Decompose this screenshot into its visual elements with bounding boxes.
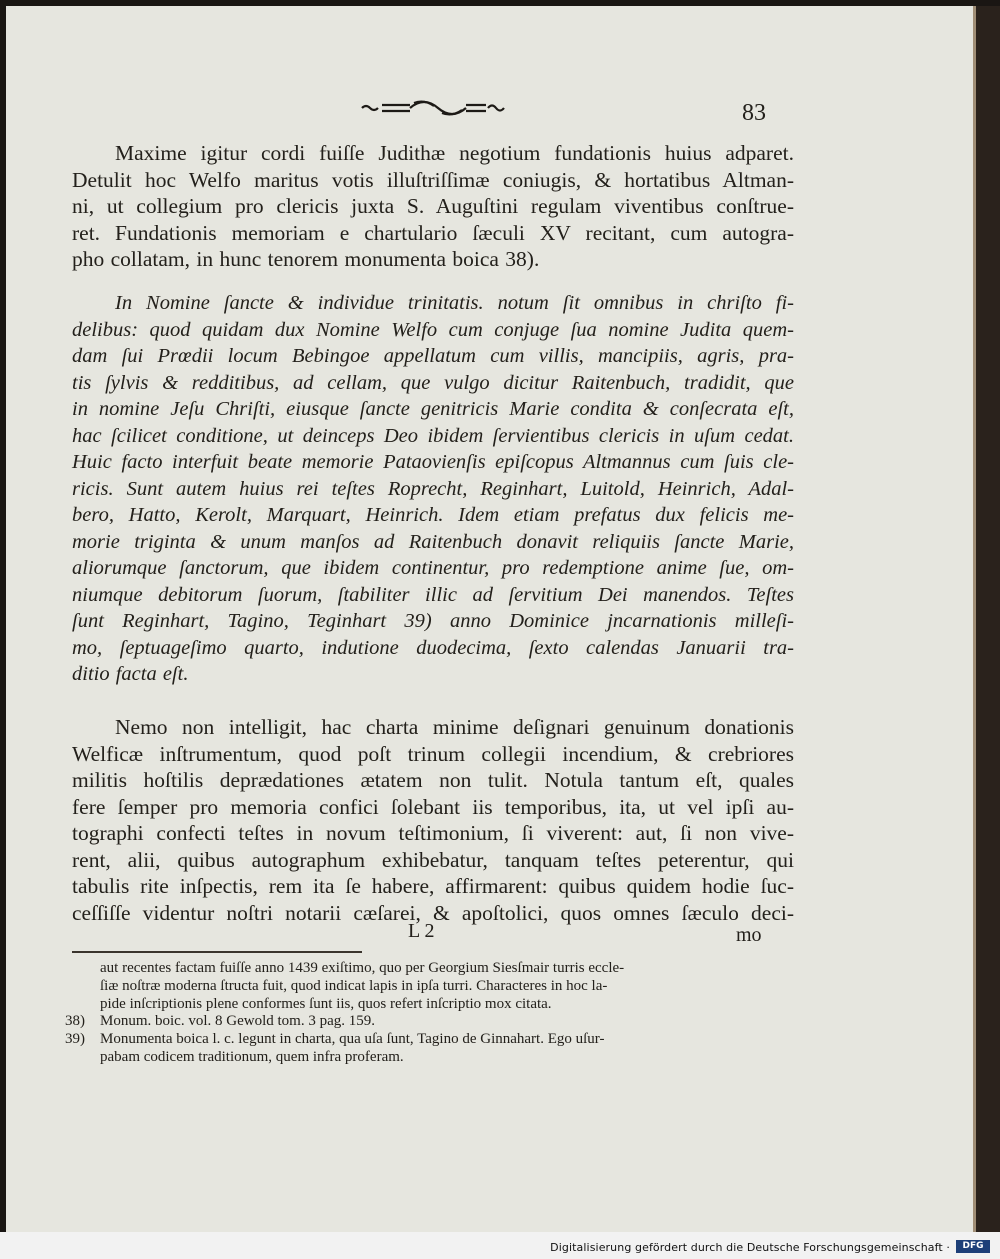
text-line: ceſſiſſe videntur noſtri notarii cæſarei, & apoſtolici, quos omnes ſæculo deci- <box>72 900 794 925</box>
page-number: 83 <box>742 100 766 126</box>
text-line: Welficæ inſtrumentum, quod poſt trinum collegii incendium, & crebriores <box>72 741 794 766</box>
charter-quotation <box>72 290 794 688</box>
text-line: Huic facto interfuit beate memorie Pataovienſis epiſcopus Altmannus cum ſuis cle- <box>72 451 794 473</box>
text-line: tis ſylvis & redditibus, ad cellam, que vulgo dicitur Raitenbuch, tradidit, que <box>72 371 794 394</box>
footnote-39 <box>65 1031 795 1067</box>
text-line: mo, ſeptuageſimo quarto, indutione duodecima, ſexto calendas Januarii tra- <box>72 636 794 659</box>
text-line: ricis. Sunt autem huius rei teſtes Roprecht, Reginhart, Luitold, Heinrich, Adal- <box>72 477 794 500</box>
text-line: dam ſui Prœdii locum Bebingoe appellatum cum villis, mancipiis, agris, pra- <box>72 345 794 367</box>
text-line: Maxime igitur cordi fuiſſe Judithæ negotium fundationis huius adparet. <box>115 141 794 165</box>
footnotes <box>65 960 795 1067</box>
footnote-rule <box>72 951 362 953</box>
text-line: delibus: quod quidam dux Nomine Welfo cum conjuge ſua nomine Judita quem- <box>72 318 794 341</box>
paragraph-intro <box>72 140 794 273</box>
page-edge <box>976 6 1000 1232</box>
footnote-number: 39) <box>65 1031 85 1048</box>
footnote-line: ſiæ noſtræ moderna ſtructa fuit, quod indicat lapis in ipſa turri. Characteres in hoc la- <box>100 977 608 994</box>
text-line: niumque debitorum ſuorum, ſtabiliter illic ad ſervitium Dei manendos. Teſtes <box>72 583 794 606</box>
footnote-line: aut recentes factam fuiſſe anno 1439 exiſtimo, quo per Georgium Siesſmair turris eccle- <box>100 960 625 976</box>
footnote-line: pabam codicem traditionum, quem infra proferam. <box>100 1048 404 1065</box>
dfg-logo: DFG <box>956 1240 990 1253</box>
text-line: hac ſcilicet conditione, ut deinceps Deo ibidem ſervientibus clericis in uſum cedat. <box>72 424 794 447</box>
printer-ornament-icon <box>358 96 508 120</box>
footnote-line: Monumenta boica l. c. legunt in charta, qua uſa ſunt, Tagino de Ginnahart. Ego uſur- <box>100 1031 605 1048</box>
footnote-line: pide inſcriptionis plene conformes ſunt iis, quos refert inſcriptio mox citata. <box>100 995 552 1012</box>
text-line: aliorumque ſanctorum, que ibidem continentur, pro redemptione anime ſue, om- <box>72 557 794 579</box>
footnote-number: 38) <box>65 1013 85 1030</box>
text-line: ſunt Reginhart, Tagino, Teginhart 39) anno Dominice jncarnationis milleſi- <box>72 610 794 632</box>
text-line: rent, alii, quibus autographum exhibebatur, tanquam teſtes peterentur, qui <box>72 847 794 872</box>
footnote-38 <box>65 1013 795 1031</box>
paragraph-commentary <box>72 714 794 926</box>
text-line: Detulit hoc Welfo maritus votis illuſtriſſimæ coniugis, & hortatibus Altman- <box>72 167 794 192</box>
text-line: ret. Fundationis memoriam e chartulario ſæculi XV recitant, cum autogra- <box>72 220 794 245</box>
text-line: militis hoſtilis deprædationes ætatem non tulit. Notula tantum eſt, quales <box>72 768 794 792</box>
footnote-line: Monum. boic. vol. 8 Gewold tom. 3 pag. 159. <box>100 1013 375 1030</box>
catchword: mo <box>736 924 762 946</box>
footnote-continuation <box>65 960 795 1013</box>
funding-credit: Digitalisierung gefördert durch die Deutsche Forschungsgemeinschaft · <box>550 1241 950 1254</box>
text-line: ni, ut collegium pro clericis juxta S. Auguſtini regulam viventibus conſtrue- <box>72 194 794 218</box>
text-line: Nemo non intelligit, hac charta minime deſignari genuinum donationis <box>115 715 794 739</box>
text-line: pho collatam, in hunc tenorem monumenta boica 38). <box>72 247 540 271</box>
text-line: tabulis rite inſpectis, rem ita ſe habere, affirmarent: quibus quidem hodie ſuc- <box>72 874 794 898</box>
text-line: ditio facta eſt. <box>72 663 189 685</box>
text-line: fere ſemper pro memoria confici ſolebant iis temporibus, ita, ut vel ipſi au- <box>72 794 794 819</box>
text-line: In Nomine ſancte & individue trinitatis. notum ſit omnibus in chriſto fi- <box>115 292 794 314</box>
signature-mark: L 2 <box>408 920 435 942</box>
text-line: morie triginta & unum manſos ad Raitenbuch donavit reliquiis ſancte Marie, <box>72 530 794 553</box>
text-line: bero, Hatto, Kerolt, Marquart, Heinrich. Idem etiam prefatus dux felicis me- <box>72 504 794 526</box>
text-line: in nomine Jeſu Chriſti, eiusque ſancte genitricis Marie condita & conſecrata eſt, <box>72 398 794 420</box>
text-line: tographi confecti teſtes in novum teſtimonium, ſi viverent: aut, ſi non vive- <box>72 821 794 845</box>
